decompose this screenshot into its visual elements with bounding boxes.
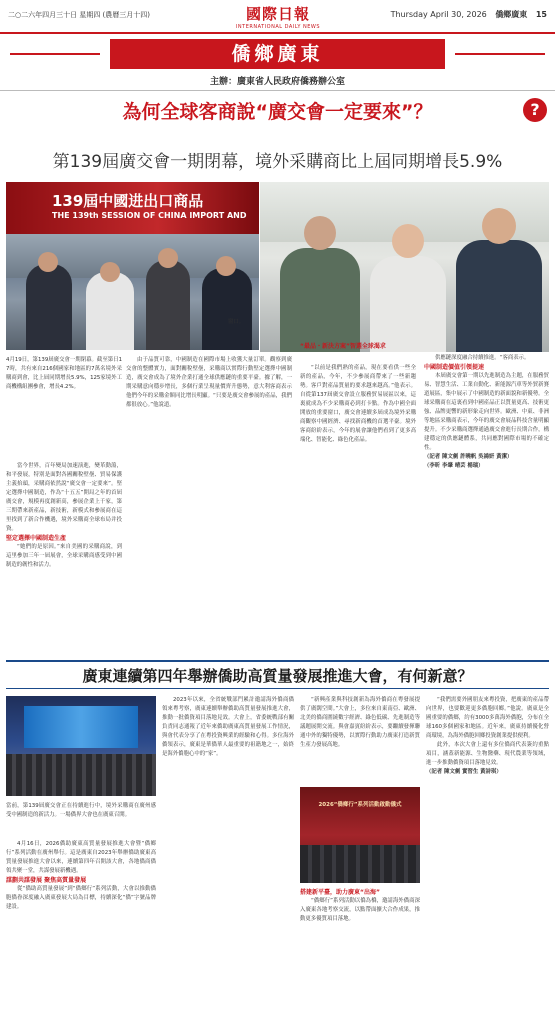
photo-conference-hall	[6, 696, 156, 796]
caption-text: 4月19日，第139屆廣交會一期閉幕。截至第日17時，共有來自216個國家和地區的7萬名境外采購商到會，比上屆同期增長5.9%，125家境外工商機構組團參會，增長4.2%。	[6, 357, 122, 390]
byline: （記者 陳文劍 許曉帆 吳鴻妍 黃潔）	[424, 454, 513, 460]
issue-date: 二○二六年四月三十日 星期四 (農曆三月十四)	[8, 11, 151, 19]
story2-column-2	[162, 696, 294, 1020]
photo-canton-fair-entrance	[6, 182, 259, 350]
section-banner: 僑鄉廣東	[110, 39, 445, 69]
page-header	[0, 0, 555, 34]
story2-block	[0, 660, 555, 1027]
photo-person-head	[158, 248, 178, 268]
byline: （李昕 李肇 晴芸 楊瑞）	[424, 463, 484, 469]
photo-person-head	[392, 224, 424, 258]
paragraph: “以前是我們熟的產品，現在要看供一些全新的產品，今年，不少參展商帶來了一些新趨勢。客戶對產品質量的要求越來越高。”他表示。自從第137屆廣交會設立服務貿易展區以來，這裏就成為不少采購商必到打卡點。作為中國全面開放的重要窗口，廣交會連續多屆成為境外采購商觀察中國經濟、尋找新商機的首選平臺。境外客商紛紛表示，今年的展會讓他們看到了更多高端化、智能化、綠色化產品。	[300, 365, 416, 443]
photo-launch-ceremony	[300, 787, 420, 883]
photo-person	[26, 264, 72, 350]
page-number: 15	[535, 10, 547, 19]
photo-credit-right	[228, 318, 258, 330]
divider	[6, 660, 549, 662]
paragraph: 4月16日，2026僑助廣東高質量發展推進大會暨“僑鄉行”系列活動在廣州舉行。這是廣東自2023年舉辦僑助廣東高質量發展推進大會以來，連續第四年召開該大會，各地僑商僑領共聚一堂，共謀發展新機遇。	[6, 841, 156, 874]
paragraph: 從“僑助高質量發展”到“僑鄉行”系列活動，大會以推動僑胞僑眷深度融入廣東發展大局為目標，持續深化“僑”字號品牌建設。	[6, 886, 156, 910]
paragraph: “我們需要外國朋友來粵投資，把廣東的產品帶向世界，也要歡迎更多僑胞回鄉。”他說。廣東是全國重要的僑鄉，約有3000多萬海外僑胞，分布在全球160多個國家和地區。近年來，廣東持續優化營商環境，為海外僑胞回鄉投資創業提供便利。	[426, 697, 549, 739]
photo-person	[370, 256, 446, 352]
photo-person	[202, 268, 252, 350]
paragraph: “新興產業與科技創新為海外僑商在粵發展提供了廣闊空間。”大會上，多位來自東南亞、歐洲、北美的僑商圍繞數字經濟、綠色低碳、先進制造等議題展開交流。與會嘉賓紛紛表示，要繼續發揮聯通中外的獨特優勢，以實際行動助力廣東打造新質生產力發展高地。	[300, 697, 420, 748]
story1-column-4	[424, 354, 549, 652]
paragraph: 此外，本次大會上還有多位僑商代表簽約重點項目，涵蓋新能源、生物醫藥、現代農業等領域，進一步推動僑資項目落地見效。	[426, 742, 549, 766]
audience	[6, 754, 156, 796]
section-subheading: 謀劃共謀發展 聚焦高質量發展	[6, 877, 87, 884]
photo-person-head	[100, 262, 120, 282]
story2-photo-caption	[6, 802, 156, 838]
story1-column-3	[300, 364, 416, 652]
headline: 為何全球客商說“廣交會一定要來”？	[122, 101, 433, 123]
story2-column-1	[6, 840, 156, 1020]
photo-person	[280, 248, 360, 352]
page-info	[391, 9, 547, 20]
sign-text-cn: 139屆中國进出口商品	[52, 192, 204, 210]
paragraph: “僑鄉行”系列活動以僑為橋，邀請海外僑商深入廣東各地考察交流，以點帶面擴大合作成果，推動更多優質項目落地。	[300, 898, 420, 922]
photo-person-head	[38, 252, 58, 272]
story1-photo-caption	[6, 356, 122, 458]
photo-person	[146, 260, 190, 350]
section-name: 僑鄉廣東	[495, 10, 528, 19]
section-subheading: 堅定選擇中國制造生產	[6, 535, 67, 542]
story2-column-3b	[300, 888, 420, 1020]
ceremony-guests	[300, 845, 420, 883]
paragraph: “她們的是原因。”來自美國的采購商說，到這里參加三年一屆展會，全球采購商感受到中國制造的韌性和活力。	[6, 544, 122, 568]
masthead-subtitle: INTERNATIONAL DAILY NEWS	[235, 24, 321, 30]
photo-buyers-at-booth	[260, 182, 549, 352]
question-mark-badge: ?	[523, 98, 547, 122]
paragraph: 供應鏈深度融合持續推進。“客商表示。	[435, 355, 530, 361]
section-subheading: 中國制造價值引領提速	[424, 364, 485, 371]
photo-person-head	[482, 208, 516, 244]
sign-text-en: THE 139th SESSION OF CHINA IMPORT AND	[52, 211, 247, 220]
highlight-subheading: “最品・新決方案”智選全球渴求	[300, 343, 386, 350]
paragraph: 本屆廣交會第一期以先進制造為主題，在服務貿易、智慧生活、工業自動化、新能源汽車等外貿新賽道展區，集中展示了中國制造的新面貌和新優勢。全球采購商在這裏看到中國產品正以質量更高、技術更強、品牌更響的新形象走向世界。歐洲、中東、非洲等地區采購商表示，今年的廣交會展品科技含量明顯提升。不少采購商選擇通過廣交會進行長期合作，構建穩定的供應鏈體系，共同應對國際市場的不確定性。	[424, 373, 549, 451]
issue-date-en: Thursday April 30, 2026	[390, 10, 487, 19]
fair-signboard	[6, 182, 259, 234]
paragraph: 由于品質可靠，中國制造在國際市場上收獲大量訂單。觀察到廣交會的整體實力，面對關稅壁壘，采購商以實際行動堅定選擇中國制造，廣交會成為了境外企業打通全球供應鏈的重要平臺。據了解，一期采購意向穩步增長，多個行業呈現量價齊升態勢，意大利客商表示他們今年的采購金額同比增長明顯。“只要是廣交會參展的產品，我們都很放心。”他說道。	[126, 357, 292, 408]
organizer-line: 主辦：廣東省人民政府僑務辦公室	[209, 77, 345, 87]
divider	[6, 688, 549, 689]
ceremony-backdrop-text: 2026“僑鄉行”系列活動啟動儀式	[318, 802, 402, 808]
divider	[0, 90, 555, 91]
story2-column-4	[426, 696, 549, 1020]
paragraph: 2023年以來，全省統戰部門累計邀請海外僑商僑領來粵考察，廣東連續舉辦僑助高質量發展推進大會，推動一批僑資項目落地見效。大會上，省委統戰部有關負責同志通報了近年來僑助廣東高質量發展工作情況，與會代表分享了在粵投資興業的經驗和心得。多位海外僑領表示，廣東是華僑華人最重要的祖籍地之一，始終是海外僑胞心中的“家”。	[162, 697, 294, 757]
paragraph: 當今世界，百年變局加速演進，變革動蕩，和平發展，特別是面對各國關稅壁壘、貿易保護主義抬頭，采購商依然說“廣交會一定要來”。堅定選擇中國制造，作為“十五五”開局之年的首屆廣交會，規模再度創新高，參展企業上千家，第三期帶來新產品，新技術，新模式和參展商在這里找到了新合作機遇，境外采購商全球布局并投資。	[6, 463, 122, 532]
photo-person	[86, 272, 134, 350]
photo-person-head	[304, 216, 336, 250]
story1-column-1	[6, 462, 122, 652]
photo-person-head	[216, 256, 236, 276]
story2-headline: 廣東連續第四年舉辦僑助高質量發展推進大會，有何新意？	[82, 667, 473, 685]
photo-person	[456, 240, 542, 352]
story2-column-3	[300, 696, 420, 784]
stage-screen	[24, 706, 138, 748]
byline: （記者 陳文劍 實習生 黃詩琪）	[426, 769, 502, 775]
masthead-logo	[230, 3, 326, 30]
story1-column-2	[126, 356, 292, 652]
photo-credit-text: 窗口。	[228, 319, 245, 325]
subheadline: 第139屆廣交會一期閉幕，境外采購商比上屆同期增長5.9%	[52, 152, 503, 172]
caption-text: 當前，第139屆廣交會正在持續進行中，境外采購商在廣州感受中國制造的新活力。一場僑界大會也在廣東召開。	[6, 803, 156, 818]
section-subheading: 搭建新平臺，助力廣東“出海”	[300, 889, 380, 896]
masthead-title: 國際日報	[245, 5, 310, 23]
